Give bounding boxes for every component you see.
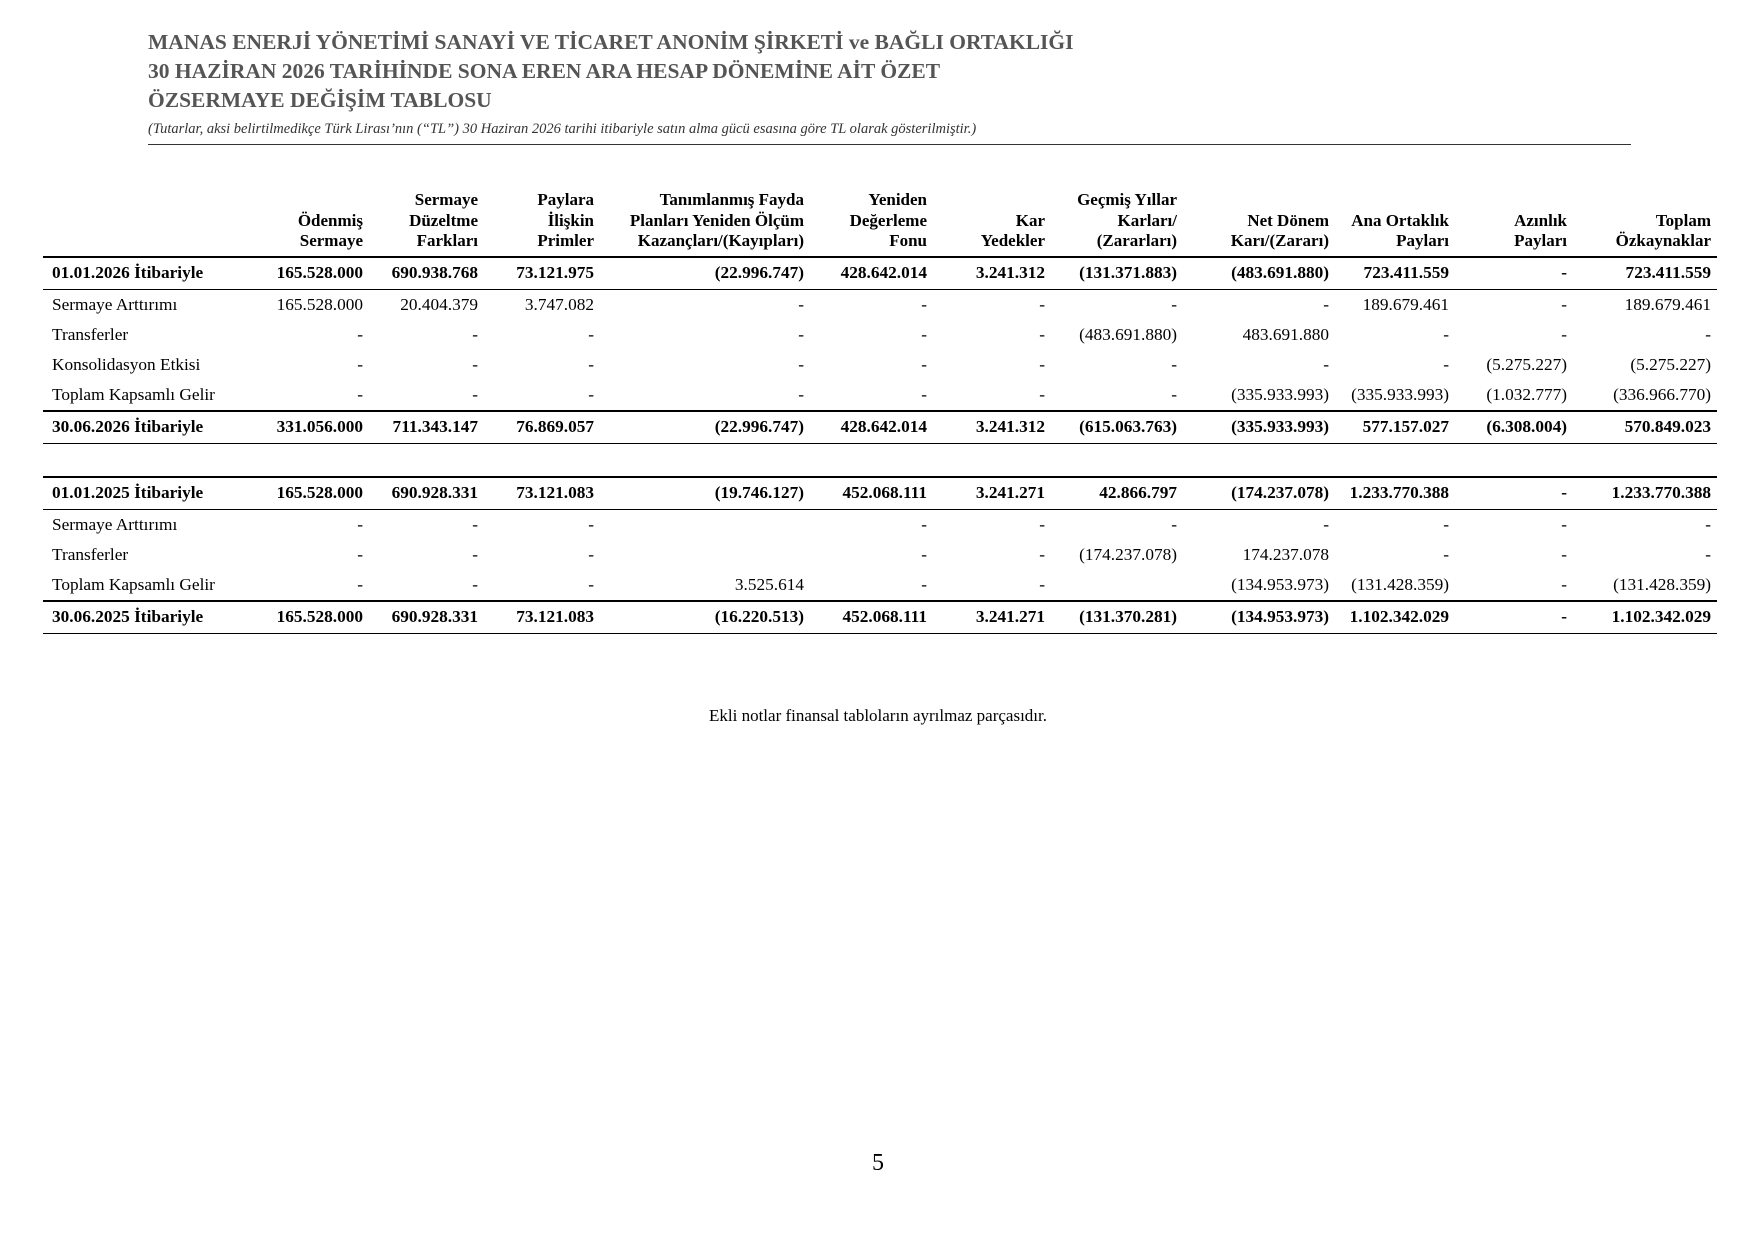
table-cell: 3.241.271 [933,477,1051,510]
col-header: Ödenmiş Sermaye [297,210,363,250]
table-cell: 165.528.000 [243,601,369,634]
row-label: Sermaye Arttırımı [52,514,178,534]
col-header: Azınlık Payları [1514,210,1567,250]
table-cell: - [357,544,363,564]
table-cell: - [472,544,478,564]
table-cell: - [1455,601,1573,634]
table-cell: - [921,514,927,534]
table-cell: - [1323,294,1329,314]
row-label: 30.06.2026 İtibariyle [43,411,243,444]
header-divider [148,144,1631,145]
table-cell: - [588,514,594,534]
table-row [43,257,1717,290]
table-cell: (335.933.993) [1231,384,1329,404]
table-cell: 73.121.975 [484,257,600,290]
table-cell: - [357,574,363,594]
statement-title: ÖZSERMAYE DEĞİŞİM TABLOSU [148,88,492,112]
table-cell: - [798,384,804,404]
col-header: Net Dönem Karı/(Zararı) [1230,210,1329,250]
table-cell: - [588,384,594,404]
table-cell: 3.525.614 [734,574,804,594]
row-label: Toplam Kapsamlı Gelir [52,574,215,594]
table-cell: - [798,294,804,314]
table-cell: - [1323,354,1329,374]
table-cell: - [472,574,478,594]
table-cell: 165.528.000 [243,257,369,290]
table-cell: 331.056.000 [243,411,369,444]
table-cell: - [1171,514,1177,534]
table-cell: - [1443,514,1449,534]
table-cell: 723.411.559 [1335,257,1455,290]
table-body [43,257,1717,634]
col-header: Ana Ortaklık Payları [1351,210,1449,250]
table-cell: 189.679.461 [1624,294,1711,314]
table-cell: (615.063.763) [1051,411,1183,444]
table-cell: (22.996.747) [600,257,810,290]
table-cell: - [588,574,594,594]
table-cell: (5.275.227) [1630,354,1711,374]
table-cell: 73.121.083 [484,601,600,634]
page-number: 5 [872,1150,884,1176]
section-spacer [43,443,1717,477]
table-cell: - [1455,257,1573,290]
table-cell: (131.428.359) [1351,574,1449,594]
table-cell: 690.928.331 [369,601,484,634]
table-cell: - [1561,324,1567,344]
table-cell: 1.233.770.388 [1573,477,1717,510]
footnote: Ekli notlar finansal tabloların ayrılmaz parçasıdır. [709,706,1047,725]
table-cell: - [921,324,927,344]
col-header: Paylara İlişkin Primler [537,190,594,250]
table-cell: 3.241.312 [933,257,1051,290]
table-row [43,601,1717,634]
table-cell: 1.102.342.029 [1335,601,1455,634]
company-title: MANAS ENERJİ YÖNETİMİ SANAYİ VE TİCARET ANONİM ŞİRKETİ ve BAĞLI ORTAKLIĞI [148,30,1074,54]
currency-note: (Tutarlar, aksi belirtilmedikçe Türk Lirası’nın (“TL”) 30 Haziran 2026 tarihi itibariyle satın alma gücü esasına göre TL olarak gösterilmiştir.) [148,121,977,137]
table-cell: - [798,324,804,344]
table-cell: (483.691.880) [1079,324,1177,344]
row-label: Transferler [52,324,129,344]
table-cell: - [588,354,594,374]
table-cell: 1.102.342.029 [1573,601,1717,634]
table-cell: - [921,384,927,404]
table-cell: 452.068.111 [810,601,933,634]
table-cell [600,540,810,570]
table-cell: 3.241.271 [933,601,1051,634]
table-cell: 3.241.312 [933,411,1051,444]
table-cell: - [1705,514,1711,534]
table-cell: - [1443,544,1449,564]
table-cell: (22.996.747) [600,411,810,444]
table-cell: 428.642.014 [810,257,933,290]
row-label: Transferler [52,544,129,564]
table-cell: 711.343.147 [369,411,484,444]
col-header: Geçmiş Yıllar Karları/ (Zararları) [1077,190,1177,250]
table-cell: 189.679.461 [1362,294,1449,314]
table-row [43,350,1717,380]
row-label: Toplam Kapsamlı Gelir [52,384,215,404]
table-cell: - [1705,544,1711,564]
table-cell: (131.371.883) [1051,257,1183,290]
table-cell: - [357,354,363,374]
table-cell: - [472,514,478,534]
table-cell: - [588,324,594,344]
table-cell: - [472,384,478,404]
table-cell [600,509,810,540]
table-cell: 20.404.379 [400,294,478,314]
table-cell: (6.308.004) [1455,411,1573,444]
row-label: Konsolidasyon Etkisi [52,354,201,374]
table-cell: (16.220.513) [600,601,810,634]
table-cell: - [1039,384,1045,404]
row-label: 01.01.2026 İtibariyle [43,257,243,290]
table-row [43,380,1717,411]
document-header [148,28,1628,139]
table-row [43,570,1717,601]
table-cell: - [921,574,927,594]
table-cell: 42.866.797 [1051,477,1183,510]
table-cell: - [1039,324,1045,344]
table-cell: 570.849.023 [1573,411,1717,444]
table-cell: 73.121.083 [484,477,600,510]
table-cell: (131.370.281) [1051,601,1183,634]
table-cell: - [588,544,594,564]
col-header: Sermaye Düzeltme Farkları [409,190,478,250]
table-cell: - [1561,544,1567,564]
table-cell: - [1039,574,1045,594]
table-cell: - [1561,574,1567,594]
table-cell: - [1443,354,1449,374]
table-cell: - [472,354,478,374]
table-cell: - [1039,354,1045,374]
table-cell: (134.953.973) [1231,574,1329,594]
col-header: Kar Yedekler [980,210,1045,250]
table-cell [1051,570,1183,601]
table-row [43,540,1717,570]
table-row [43,320,1717,350]
table-cell: - [357,514,363,534]
table-cell: - [1039,294,1045,314]
table-cell: - [1171,384,1177,404]
table-cell: - [472,324,478,344]
table-row [43,289,1717,320]
table-cell: 690.938.768 [369,257,484,290]
table-cell: 690.928.331 [369,477,484,510]
table-cell: 174.237.078 [1242,544,1329,564]
table-cell: - [1455,477,1573,510]
table-cell: (1.032.777) [1486,384,1567,404]
table-cell: - [798,354,804,374]
row-label: 30.06.2025 İtibariyle [43,601,243,634]
col-header: Yeniden Değerleme Fonu [849,190,927,250]
table-cell: 723.411.559 [1573,257,1717,290]
table-cell: - [1443,324,1449,344]
table-cell: - [1705,324,1711,344]
table-cell: 577.157.027 [1335,411,1455,444]
table-cell: - [1039,514,1045,534]
table-cell: - [1039,544,1045,564]
table-cell: 165.528.000 [243,477,369,510]
header-label-col [43,190,243,257]
table-cell: - [1561,294,1567,314]
table-cell: - [357,384,363,404]
table-cell: - [921,294,927,314]
period-title: 30 HAZİRAN 2026 TARİHİNDE SONA EREN ARA HESAP DÖNEMİNE AİT ÖZET [148,59,941,83]
table-cell: (134.953.973) [1183,601,1335,634]
table-cell: 3.747.082 [524,294,594,314]
table-cell: (335.933.993) [1183,411,1335,444]
table-cell: - [357,324,363,344]
table-cell: (483.691.880) [1183,257,1335,290]
table-row [43,509,1717,540]
table-cell: 76.869.057 [484,411,600,444]
table-cell: 1.233.770.388 [1335,477,1455,510]
table-cell: - [921,354,927,374]
table-cell: (5.275.227) [1486,354,1567,374]
table-cell: (336.966.770) [1613,384,1711,404]
table-cell: - [1171,354,1177,374]
col-header: Tanımlanmış Fayda Planları Yeniden Ölçüm Kazançları/(Kayıpları) [629,190,804,250]
table-cell: 428.642.014 [810,411,933,444]
row-label: 01.01.2025 İtibariyle [43,477,243,510]
table-cell: - [921,544,927,564]
table-cell: (131.428.359) [1613,574,1711,594]
table-cell: 452.068.111 [810,477,933,510]
table-row [43,477,1717,510]
equity-changes-table [43,190,1717,634]
col-header: Toplam Özkaynaklar [1615,210,1711,250]
row-label: Sermaye Arttırımı [52,294,178,314]
table-cell: 483.691.880 [1242,324,1329,344]
table-cell: (174.237.078) [1079,544,1177,564]
table-header-row [43,190,1717,257]
table-cell: - [1561,514,1567,534]
table-cell: - [1171,294,1177,314]
table-cell: (335.933.993) [1351,384,1449,404]
table-cell: - [1323,514,1329,534]
table-cell: 165.528.000 [276,294,363,314]
table-row [43,411,1717,444]
table-cell: (19.746.127) [600,477,810,510]
table-cell: (174.237.078) [1183,477,1335,510]
